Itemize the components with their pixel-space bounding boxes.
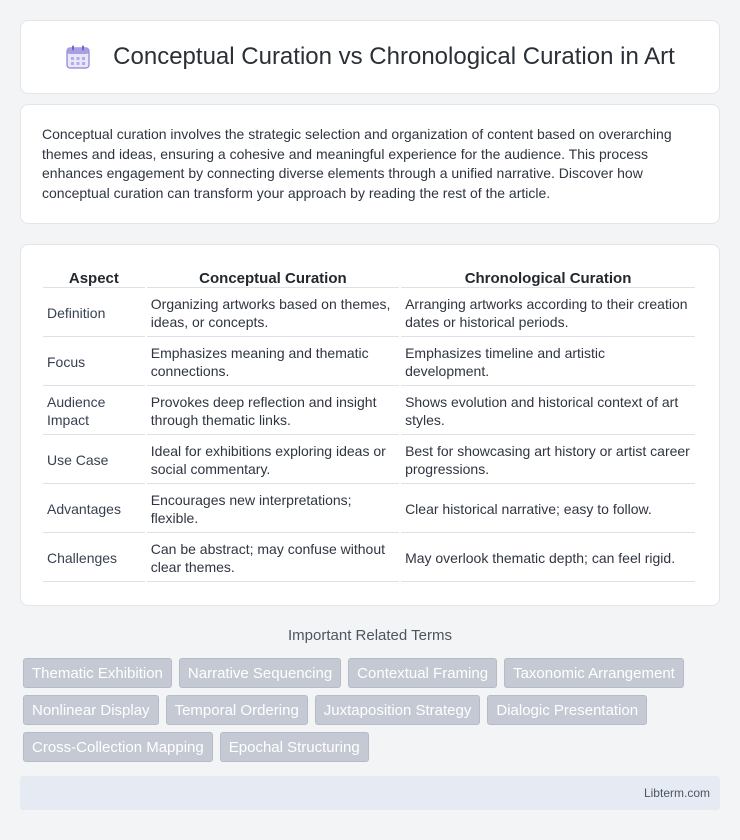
header-chronological: Chronological Curation (401, 266, 695, 288)
term-tag[interactable]: Narrative Sequencing (179, 658, 341, 688)
table-row (43, 388, 695, 435)
row-conceptual: Can be abstract; may confuse without clear themes. (147, 535, 399, 582)
row-conceptual: Provokes deep reflection and insight through thematic links. (147, 388, 399, 435)
table-row (43, 290, 695, 337)
page-title: Conceptual Curation vs Chronological Curation in Art (113, 43, 675, 70)
row-conceptual: Organizing artworks based on themes, ideas, or concepts. (147, 290, 399, 337)
term-tag[interactable]: Nonlinear Display (23, 695, 159, 725)
term-tag[interactable]: Cross-Collection Mapping (23, 732, 213, 762)
term-tag[interactable]: Thematic Exhibition (23, 658, 172, 688)
term-tag[interactable]: Dialogic Presentation (487, 695, 647, 725)
row-chronological: Arranging artworks according to their creation dates or historical periods. (401, 290, 695, 337)
row-conceptual: Encourages new interpretations; flexible. (147, 486, 399, 533)
table-row (43, 339, 695, 386)
intro-card (20, 104, 720, 224)
row-aspect: Definition (43, 290, 145, 337)
row-chronological: Best for showcasing art history or artist career progressions. (401, 437, 695, 484)
table-row (43, 437, 695, 484)
table-header-row (43, 266, 695, 288)
footer-site-link[interactable]: Libterm.com (643, 786, 710, 800)
intro-text: Conceptual curation involves the strategic selection and organization of content based on overarching themes and ideas, ensuring a cohesive and meaningful experience for the audience. This process enhances engagement by connecting diverse elements through a unified narrative. Discover how conceptual curation can transform your approach by reading the rest of the article. (42, 126, 672, 201)
row-chronological: May overlook thematic depth; can feel rigid. (401, 535, 695, 582)
row-aspect: Audience Impact (43, 388, 145, 435)
term-tag[interactable]: Temporal Ordering (166, 695, 308, 725)
comparison-card (20, 244, 720, 606)
header-aspect: Aspect (43, 266, 145, 288)
term-tag[interactable]: Juxtaposition Strategy (315, 695, 481, 725)
footer (20, 776, 720, 810)
row-chronological: Clear historical narrative; easy to follow. (401, 486, 695, 533)
related-terms-list (23, 658, 723, 762)
term-tag[interactable]: Epochal Structuring (220, 732, 369, 762)
term-tag[interactable]: Taxonomic Arrangement (504, 658, 684, 688)
row-conceptual: Emphasizes meaning and thematic connections. (147, 339, 399, 386)
term-tag[interactable]: Contextual Framing (348, 658, 497, 688)
calendar-icon (65, 44, 91, 70)
table-row (43, 486, 695, 533)
row-chronological: Emphasizes timeline and artistic development. (401, 339, 695, 386)
row-aspect: Focus (43, 339, 145, 386)
header-conceptual: Conceptual Curation (147, 266, 399, 288)
related-terms-heading: Important Related Terms (288, 627, 452, 644)
table-row (43, 535, 695, 582)
row-chronological: Shows evolution and historical context of art styles. (401, 388, 695, 435)
row-aspect: Challenges (43, 535, 145, 582)
title-card (20, 20, 720, 94)
row-aspect: Use Case (43, 437, 145, 484)
row-aspect: Advantages (43, 486, 145, 533)
comparison-table (41, 264, 697, 584)
row-conceptual: Ideal for exhibitions exploring ideas or social commentary. (147, 437, 399, 484)
